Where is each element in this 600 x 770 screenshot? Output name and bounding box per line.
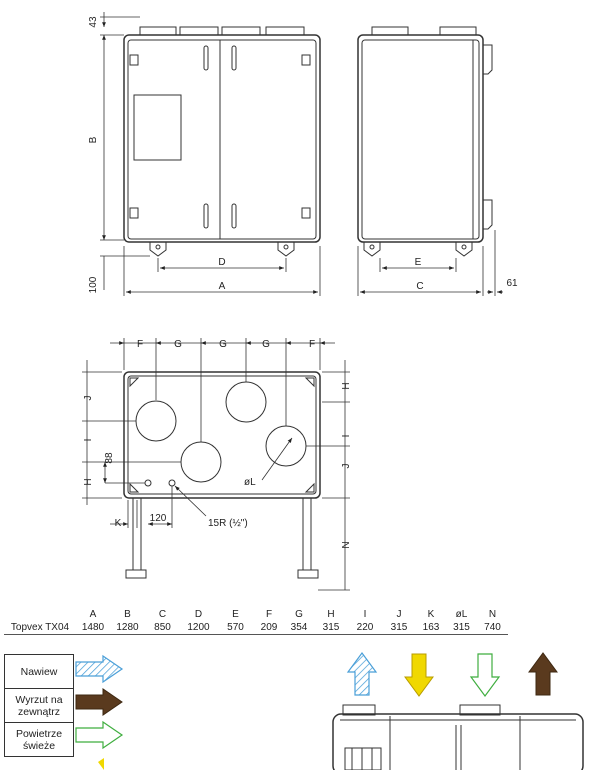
table-header: E — [232, 609, 239, 620]
unit-bottom-preview — [333, 705, 583, 770]
fresh-air-arrow-icon — [471, 654, 499, 696]
supply-air-arrow-icon — [348, 653, 376, 695]
dim-top-label: 43 — [88, 16, 99, 28]
table-header: C — [158, 609, 167, 620]
table-cell: 209 — [260, 622, 278, 633]
table-cell: 570 — [227, 622, 244, 633]
extract-air-arrow-icon — [405, 654, 433, 696]
dim-h-right-label: H — [341, 382, 352, 390]
dim-a-label: A — [218, 281, 226, 292]
table-cell: 1280 — [116, 622, 139, 633]
exhaust-air-arrow-icon — [529, 653, 557, 695]
dim-b-label: B — [88, 136, 99, 144]
legend-item-fresh — [4, 723, 74, 757]
dim-j-left-label: J — [83, 395, 94, 401]
legend-label: Powietrze świeże — [15, 727, 63, 752]
diameter-label: øL — [244, 477, 256, 488]
table-header: F — [265, 609, 273, 620]
dim-120-label: 120 — [149, 513, 167, 524]
dim-f-right-label: F — [308, 339, 316, 350]
dim-88-label: 88 — [104, 452, 115, 464]
legend-supply-arrow-icon — [76, 656, 122, 682]
dim-k-label: K — [114, 518, 122, 529]
legend-label: Nawiew — [20, 665, 58, 678]
pipe-note-label: 15R (½") — [208, 518, 248, 529]
table-cell: 315 — [390, 622, 408, 633]
table-cell: 163 — [422, 622, 440, 633]
dim-j-right-label: J — [341, 463, 352, 469]
dimensions-table — [4, 608, 508, 635]
side-view — [358, 27, 492, 256]
front-view — [124, 27, 320, 256]
dim-i-left-label: I — [83, 438, 94, 442]
table-header: H — [327, 609, 335, 620]
table-cell: 315 — [322, 622, 340, 633]
legend-extract-arrow-icon — [98, 758, 104, 770]
table-cell: 850 — [154, 622, 171, 633]
dim-c-label: C — [416, 281, 424, 292]
table-header: J — [396, 609, 402, 620]
dim-g-1-label: G — [174, 339, 182, 350]
table-header: D — [194, 609, 203, 620]
dim-g-2-label: G — [219, 339, 227, 350]
airflow-arrows — [348, 653, 557, 696]
dim-g-3-label: G — [262, 339, 270, 350]
legend-item-supply — [4, 655, 74, 689]
table-header: øL — [455, 609, 468, 620]
duct-circle-2 — [226, 382, 266, 422]
plan-view — [124, 372, 320, 578]
table-header — [4, 608, 76, 621]
table-header: N — [488, 609, 497, 620]
table-cell: 1200 — [187, 622, 210, 633]
table-header: K — [427, 609, 435, 620]
table-header: A — [89, 609, 97, 620]
dim-d-label: D — [218, 257, 226, 268]
table-cell: 220 — [356, 622, 374, 633]
dim-61-label: 61 — [506, 278, 518, 289]
dim-i-right-label: I — [341, 434, 352, 438]
table-header: I — [363, 609, 367, 620]
legend-arrows — [76, 656, 122, 770]
table-cell: 354 — [290, 622, 308, 633]
table-cell: 315 — [453, 622, 470, 633]
table-cell: Topvex TX04 — [10, 622, 70, 633]
legend-item-exhaust — [4, 689, 74, 723]
legend-exhaust-arrow-icon — [76, 689, 122, 715]
airflow-legend — [4, 654, 74, 757]
legend-fresh-arrow-icon — [76, 722, 122, 748]
table-cell: 1480 — [81, 622, 105, 633]
table-cell: 740 — [484, 622, 501, 633]
table-header: B — [124, 609, 131, 620]
legend-label: Wyrzut na zewnątrz — [15, 693, 63, 718]
dim-bottom-label: 100 — [88, 276, 99, 294]
duct-circle-3 — [181, 442, 221, 482]
dim-f-left-label: F — [136, 339, 144, 350]
dim-h-left-label: H — [83, 478, 94, 486]
table-header: G — [295, 609, 303, 620]
table-row — [4, 621, 508, 635]
dim-n-label: N — [341, 541, 352, 549]
duct-circle-1 — [136, 401, 176, 441]
dim-e-label: E — [414, 257, 422, 268]
table-header-row — [4, 608, 508, 621]
